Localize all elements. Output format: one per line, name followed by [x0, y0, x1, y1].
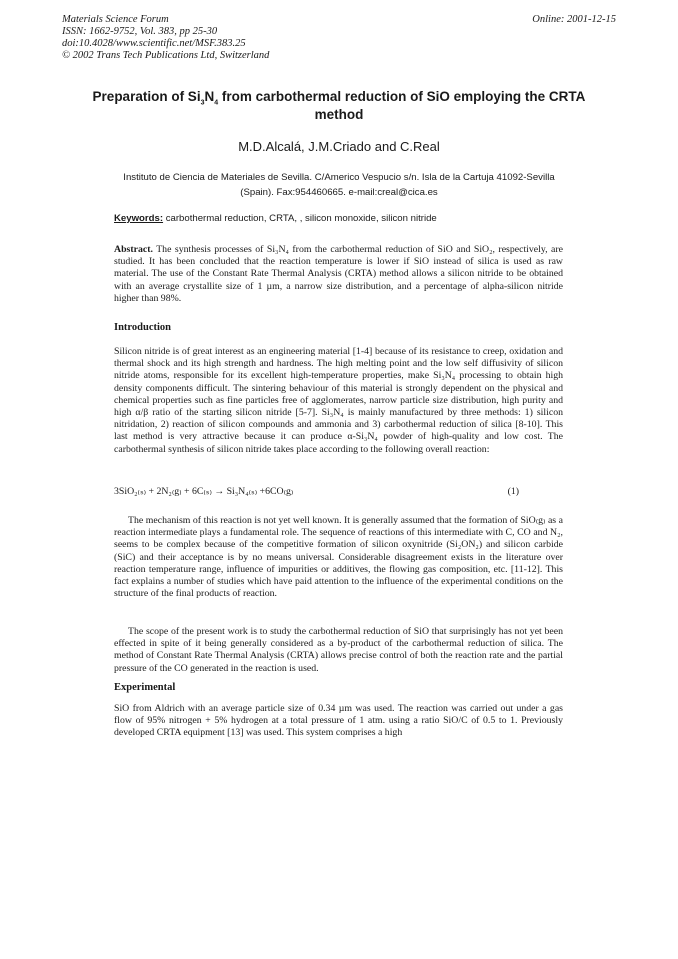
doi-line: doi:10.4028/www.scientific.net/MSF.383.25 — [62, 38, 246, 49]
authors: M.D.Alcalá, J.M.Criado and C.Real — [238, 139, 440, 154]
keywords — [114, 213, 437, 224]
introduction-paragraph-2: The mechanism of this reaction is not yet well known. It is generally assumed that the formation of SiO₍g₎ as a reaction intermediate plays a fundamental role. The sequence of reactions of this intermediate with C, CO and N₂, seems to be complex because of the competitive formation of silicon oxynitride (Si₂ON₂) and silicon carbide (SiC) and their acceptance is by no means universal. Considerable disagreement exists in the literature over reaction temperature range, influence of impurities or additives, the flowing gas composition, etc. [11-12]. This fact explains a number of studies which have paid attention to the influence of the experimental conditions on the structure of the final products of reaction. — [114, 515, 563, 600]
affiliation: Instituto de Ciencia de Materiales de Sevilla. C/Americo Vespucio s/n. Isla de la Cartuja 41092-Sevilla (Spain). Fax:954460665. e-mail:creal@cica.es — [123, 172, 555, 198]
abstract-text: The synthesis processes of Si₃N₄ from the carbothermal reduction of SiO and SiO₂, respectively, are studied. It has been concluded that the reaction temperature is lower if SiO instead of silica is used as raw material. The use of the Constant Rate Thermal Analysis (CRTA) method allows a silicon nitride to be obtained with an average crystallite size of 1 µm, a narrow size distribution, and a percentage of alpha-silicon nitride higher than 98%. — [114, 244, 563, 304]
abstract-label: Abstract. — [114, 244, 153, 255]
title-part1: Preparation of Si — [92, 89, 201, 104]
keywords-text: carbothermal reduction, CRTA, , silicon monoxide, silicon nitride — [163, 213, 437, 224]
equation-1 — [114, 486, 563, 497]
title-sub1: 3 — [200, 99, 205, 107]
journal-name: Materials Science Forum — [62, 14, 169, 25]
title-sub2: 4 — [214, 99, 219, 107]
keywords-label: Keywords: — [114, 213, 164, 224]
copyright-line: © 2002 Trans Tech Publications Ltd, Switzerland — [62, 50, 270, 61]
equation-text: 3SiO₂₍ₛ₎ + 2N₂₍g₎ + 6C₍ₛ₎ → Si₃N₄₍ₛ₎ +6CO₍g₎ — [114, 486, 294, 497]
introduction-heading: Introduction — [114, 322, 171, 333]
abstract — [114, 244, 563, 305]
experimental-paragraph-1: SiO from Aldrich with an average particle size of 0.34 µm was used. The reaction was carried out under a gas flow of 95% nitrogen + 5% hydrogen at a total pressure of 1 atm. using a ratio SiO/C of 0.5 to 1. Previously developed CRTA equipment [13] was used. This system comprises a high — [114, 703, 563, 739]
introduction-paragraph-1: Silicon nitride is of great interest as an engineering material [1-4] because of its resistance to creep, oxidation and thermal shock and its high strength and hardness. The high melting point and the low self diffusivity of silicon nitride atoms, responsible for its excellent high-temperature properties, make Si₃N₄ processing to obtain high density components difficult. The sintering behaviour of this material is strongly dependent on the physical and chemical properties such as fine particles free of agglomerates, narrow particle size distribution, high purity and high α/β ratio of the starting silicon nitride [5-7]. Si₃N₄ is mainly manufactured by three methods: 1) silicon nitridation, 2) reaction of silicon compounds and ammonia and 3) carbothermal reduction of silica [8-10]. This last method is very attractive because it can produce α-Si₃N₄ powder of high-quality and low cost. The carbothermal synthesis of silicon nitride takes place according to the following overall reaction: — [114, 346, 563, 455]
introduction-paragraph-3: The scope of the present work is to study the carbothermal reduction of SiO that surprisingly has not yet been effected in spite of it being generally considered as a by-product of the carbothermal reduction of silica. The method of Constant Rate Thermal Analysis (CRTA) allows precise control of both the reaction rate and the partial pressure of the CO generated in the reaction is used. — [114, 626, 563, 674]
paper-title — [90, 88, 588, 124]
journal-header — [62, 14, 269, 62]
equation-number: (1) — [507, 486, 519, 497]
experimental-heading: Experimental — [114, 682, 176, 693]
issn-line: ISSN: 1662-9752, Vol. 383, pp 25-30 — [62, 26, 218, 37]
title-part3: from carbothermal reduction of SiO employing the CRTA method — [218, 89, 586, 122]
title-part2: N — [204, 89, 215, 104]
online-date: Online: 2001-12-15 — [532, 14, 616, 25]
